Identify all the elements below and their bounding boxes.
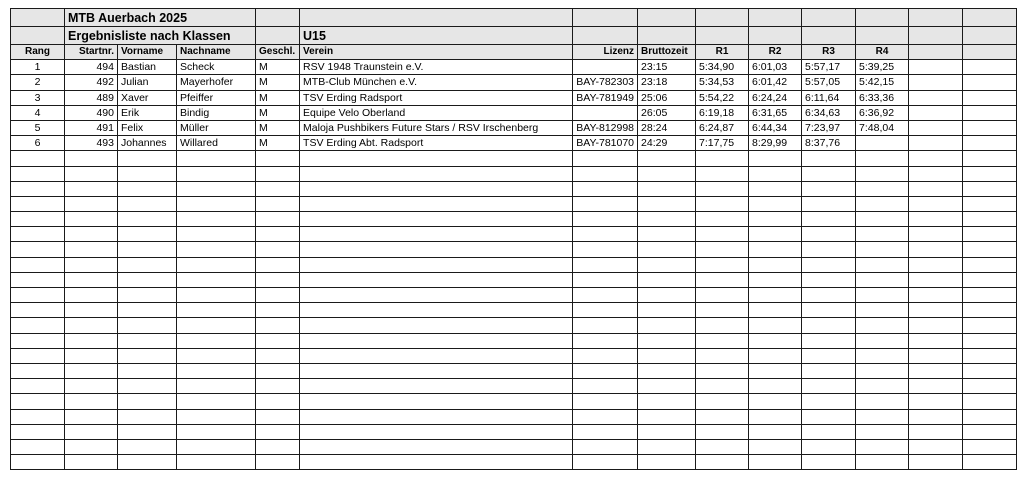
cell-startnr: 493	[65, 136, 118, 151]
cell-startnr: 489	[65, 90, 118, 105]
cell-r4: 6:33,36	[856, 90, 909, 105]
empty-row	[11, 212, 1017, 227]
empty-row	[11, 409, 1017, 424]
cell-geschl: M	[256, 60, 300, 75]
cell-bruttozeit: 24:29	[638, 136, 696, 151]
cell-r4: 5:42,15	[856, 75, 909, 90]
col-header-vorname: Vorname	[118, 45, 177, 60]
cell-r4: 6:36,92	[856, 105, 909, 120]
cell-verein: Equipe Velo Oberland	[300, 105, 573, 120]
col-header-r1: R1	[696, 45, 749, 60]
cell-verein: Maloja Pushbikers Future Stars / RSV Irschenberg	[300, 120, 573, 135]
cell-lizenz: BAY-782303	[573, 75, 638, 90]
col-header-r3: R3	[802, 45, 856, 60]
cell-verein: MTB-Club München e.V.	[300, 75, 573, 90]
col-header-lizenz: Lizenz	[573, 45, 638, 60]
cell-nachname: Pfeiffer	[177, 90, 256, 105]
col-header-rang: Rang	[11, 45, 65, 60]
cell-bruttozeit: 25:06	[638, 90, 696, 105]
cell-rang: 6	[11, 136, 65, 151]
results-sheet	[10, 8, 1017, 470]
cell-rang: 4	[11, 105, 65, 120]
cell-r2: 6:44,34	[749, 120, 802, 135]
cell-bruttozeit: 23:18	[638, 75, 696, 90]
empty-row	[11, 272, 1017, 287]
cell-r4	[856, 136, 909, 151]
cell-r1: 5:34,53	[696, 75, 749, 90]
cell-lizenz: BAY-781070	[573, 136, 638, 151]
cell-nachname: Scheck	[177, 60, 256, 75]
table-row	[11, 90, 1017, 105]
empty-row	[11, 288, 1017, 303]
col-header-nachname: Nachname	[177, 45, 256, 60]
empty-row	[11, 151, 1017, 166]
cell-r4: 5:39,25	[856, 60, 909, 75]
cell-geschl: M	[256, 90, 300, 105]
empty-row	[11, 363, 1017, 378]
cell-r4: 7:48,04	[856, 120, 909, 135]
cell-verein: TSV Erding Abt. Radsport	[300, 136, 573, 151]
empty-row	[11, 348, 1017, 363]
empty-row	[11, 318, 1017, 333]
empty-row	[11, 257, 1017, 272]
cell-geschl: M	[256, 120, 300, 135]
cell-r2: 6:01,03	[749, 60, 802, 75]
cell-bruttozeit: 26:05	[638, 105, 696, 120]
col-header-verein: Verein	[300, 45, 573, 60]
cell-geschl: M	[256, 136, 300, 151]
cell-r2: 6:01,42	[749, 75, 802, 90]
empty-row	[11, 242, 1017, 257]
col-header-r2: R2	[749, 45, 802, 60]
event-title: MTB Auerbach 2025	[65, 9, 256, 27]
empty-row	[11, 303, 1017, 318]
title-row	[11, 9, 1017, 27]
cell-r3: 7:23,97	[802, 120, 856, 135]
cell-rang: 5	[11, 120, 65, 135]
cell-lizenz: BAY-781949	[573, 90, 638, 105]
table-row	[11, 136, 1017, 151]
cell-geschl: M	[256, 105, 300, 120]
empty-row	[11, 379, 1017, 394]
cell-rang: 1	[11, 60, 65, 75]
table-row	[11, 105, 1017, 120]
table-row	[11, 60, 1017, 75]
cell-verein: TSV Erding Radsport	[300, 90, 573, 105]
cell-verein: RSV 1948 Traunstein e.V.	[300, 60, 573, 75]
cell-r1: 6:24,87	[696, 120, 749, 135]
table-row	[11, 120, 1017, 135]
class-name: U15	[300, 27, 573, 45]
cell-r2: 6:24,24	[749, 90, 802, 105]
col-header-geschl: Geschl.	[256, 45, 300, 60]
subtitle-row	[11, 27, 1017, 45]
cell-startnr: 490	[65, 105, 118, 120]
cell-r1: 6:19,18	[696, 105, 749, 120]
list-title: Ergebnisliste nach Klassen	[65, 27, 256, 45]
empty-row	[11, 333, 1017, 348]
column-header-row	[11, 45, 1017, 60]
col-header-r4: R4	[856, 45, 909, 60]
cell-r2: 8:29,99	[749, 136, 802, 151]
empty-row	[11, 166, 1017, 181]
empty-row	[11, 424, 1017, 439]
cell-r3: 8:37,76	[802, 136, 856, 151]
col-header-bruttozeit: Bruttozeit	[638, 45, 696, 60]
cell-r3: 6:34,63	[802, 105, 856, 120]
cell-r3: 5:57,05	[802, 75, 856, 90]
empty-row	[11, 455, 1017, 470]
cell-r3: 6:11,64	[802, 90, 856, 105]
cell-r3: 5:57,17	[802, 60, 856, 75]
cell-rang: 3	[11, 90, 65, 105]
empty-row	[11, 196, 1017, 211]
cell-geschl: M	[256, 75, 300, 90]
empty-row	[11, 227, 1017, 242]
cell-r1: 5:54,22	[696, 90, 749, 105]
cell-vorname: Xaver	[118, 90, 177, 105]
col-header-startnr: Startnr.	[65, 45, 118, 60]
cell-lizenz	[573, 60, 638, 75]
cell-startnr: 492	[65, 75, 118, 90]
cell-r1: 5:34,90	[696, 60, 749, 75]
cell-nachname: Müller	[177, 120, 256, 135]
cell-r2: 6:31,65	[749, 105, 802, 120]
cell-startnr: 491	[65, 120, 118, 135]
cell-nachname: Bindig	[177, 105, 256, 120]
cell-startnr: 494	[65, 60, 118, 75]
empty-row	[11, 439, 1017, 454]
cell-lizenz: BAY-812998	[573, 120, 638, 135]
cell-nachname: Mayerhofer	[177, 75, 256, 90]
cell-lizenz	[573, 105, 638, 120]
cell-vorname: Felix	[118, 120, 177, 135]
cell-bruttozeit: 23:15	[638, 60, 696, 75]
table-row	[11, 75, 1017, 90]
cell-r1: 7:17,75	[696, 136, 749, 151]
cell-rang: 2	[11, 75, 65, 90]
cell-nachname: Willared	[177, 136, 256, 151]
empty-row	[11, 181, 1017, 196]
empty-row	[11, 394, 1017, 409]
cell-vorname: Erik	[118, 105, 177, 120]
cell-bruttozeit: 28:24	[638, 120, 696, 135]
cell-vorname: Julian	[118, 75, 177, 90]
cell-vorname: Johannes	[118, 136, 177, 151]
cell-vorname: Bastian	[118, 60, 177, 75]
